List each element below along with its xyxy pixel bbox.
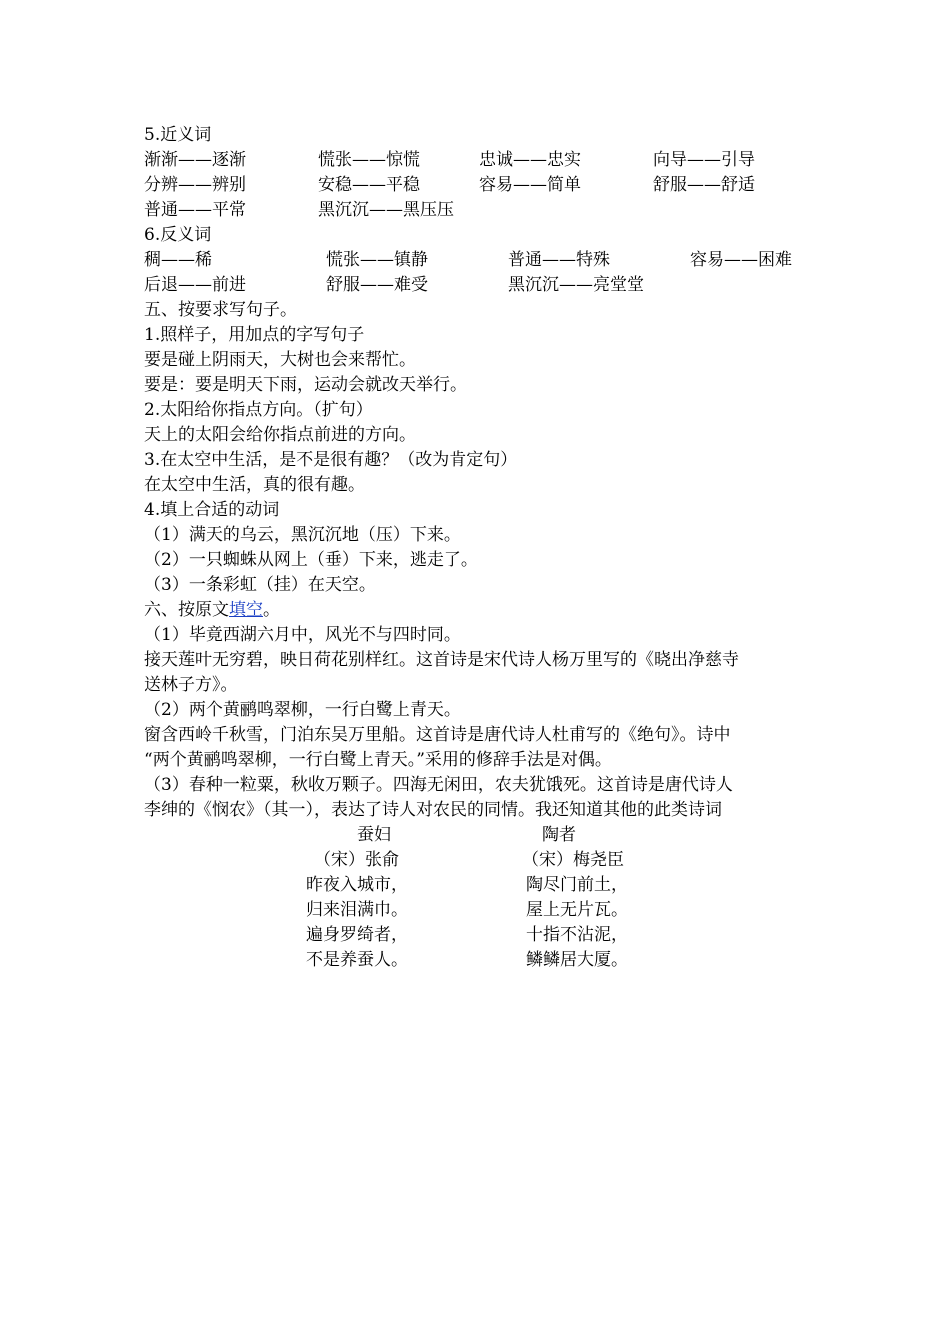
answer-item: （1）满天的乌云，黑沉沉地（压）下来。 [144, 525, 461, 545]
word-pair: 向导——引导 [653, 150, 755, 170]
section6-heading [144, 598, 824, 623]
text-line: （1）毕竟西湖六月中，风光不与四时同。 [144, 625, 461, 645]
word-pair: 普通——平常 [144, 200, 246, 220]
fill-blank-link[interactable]: 填空 [229, 600, 263, 620]
poem-author: （宋）张俞 [314, 850, 399, 870]
question: 4.填上合适的动词 [144, 500, 280, 520]
poem-potter [522, 823, 628, 973]
poem-line: 屋上无片瓦。 [526, 900, 628, 920]
word-pair: 容易——困难 [690, 250, 792, 270]
word-pair: 舒服——舒适 [653, 175, 755, 195]
poem-line: 昨夜入城市， [306, 875, 408, 895]
text-line: 窗含西岭千秋雪，门泊东吴万里船。这首诗是唐代诗人杜甫写的《绝句》。诗中 [144, 725, 731, 745]
answer-item: （3）一条彩虹（挂）在天空。 [144, 575, 376, 595]
poem-title: 陶者 [542, 825, 576, 845]
synonyms-row [144, 198, 824, 223]
word-pair: 黑沉沉——黑压压 [318, 200, 454, 220]
question: 1.照样子，用加点的字写句子 [144, 325, 365, 345]
word-pair: 稠——稀 [144, 250, 212, 270]
word-pair: 慌张——惊慌 [318, 150, 420, 170]
poem-line: 不是养蚕人。 [306, 950, 408, 970]
answer-sentence: 天上的太阳会给你指点前进的方向。 [144, 425, 416, 445]
word-pair: 分辨——辨别 [144, 175, 246, 195]
word-pair: 容易——简单 [479, 175, 581, 195]
synonyms-heading: 5.近义词 [144, 125, 212, 145]
antonyms-row [144, 273, 824, 298]
synonyms-row [144, 173, 824, 198]
answer-sentence: 要是：要是明天下雨，运动会就改天举行。 [144, 375, 467, 395]
example-sentence: 要是碰上阴雨天，大树也会来帮忙。 [144, 350, 416, 370]
word-pair: 普通——特殊 [508, 250, 610, 270]
heading-text: 。 [263, 600, 280, 620]
text-line: （3）春种一粒粟，秋收万颗子。四海无闲田，农夫犹饿死。这首诗是唐代诗人 [144, 775, 733, 795]
poem-line: 归来泪满巾。 [306, 900, 408, 920]
heading-text: 六、按原文 [144, 600, 229, 620]
text-line: “两个黄鹂鸣翠柳，一行白鹭上青天。”采用的修辞手法是对偶。 [144, 750, 612, 770]
poem-author: （宋）梅尧臣 [522, 850, 624, 870]
section5-heading: 五、按要求写句子。 [144, 300, 297, 320]
answer-item: （2）一只蜘蛛从网上（垂）下来，逃走了。 [144, 550, 478, 570]
poem-silkworm-woman [306, 823, 408, 973]
poem-line: 陶尽门前土， [526, 875, 628, 895]
document-page [144, 123, 824, 973]
word-pair: 渐渐——逐渐 [144, 150, 246, 170]
antonyms-row [144, 248, 824, 273]
poem-line: 鳞鳞居大厦。 [526, 950, 628, 970]
word-pair: 忠诚——忠实 [479, 150, 581, 170]
poems-block [144, 823, 824, 973]
poem-line: 遍身罗绮者， [306, 925, 408, 945]
text-line: 送林子方》。 [144, 675, 238, 695]
synonyms-row [144, 148, 824, 173]
answer-sentence: 在太空中生活，真的很有趣。 [144, 475, 365, 495]
question: 3.在太空中生活，是不是很有趣？（改为肯定句） [144, 450, 518, 470]
word-pair: 后退——前进 [144, 275, 246, 295]
poem-title: 蚕妇 [357, 825, 391, 845]
text-line: 接天莲叶无穷碧，映日荷花别样红。这首诗是宋代诗人杨万里写的《晓出净慈寺 [144, 650, 739, 670]
word-pair: 黑沉沉——亮堂堂 [508, 275, 644, 295]
word-pair: 安稳——平稳 [318, 175, 420, 195]
word-pair: 慌张——镇静 [326, 250, 428, 270]
poem-line: 十指不沾泥， [526, 925, 628, 945]
word-pair: 舒服——难受 [326, 275, 428, 295]
text-line: （2）两个黄鹂鸣翠柳，一行白鹭上青天。 [144, 700, 461, 720]
question: 2.太阳给你指点方向。（扩句） [144, 400, 373, 420]
antonyms-heading: 6.反义词 [144, 225, 212, 245]
text-line: 李绅的《悯农》（其一），表达了诗人对农民的同情。我还知道其他的此类诗词 [144, 800, 722, 820]
